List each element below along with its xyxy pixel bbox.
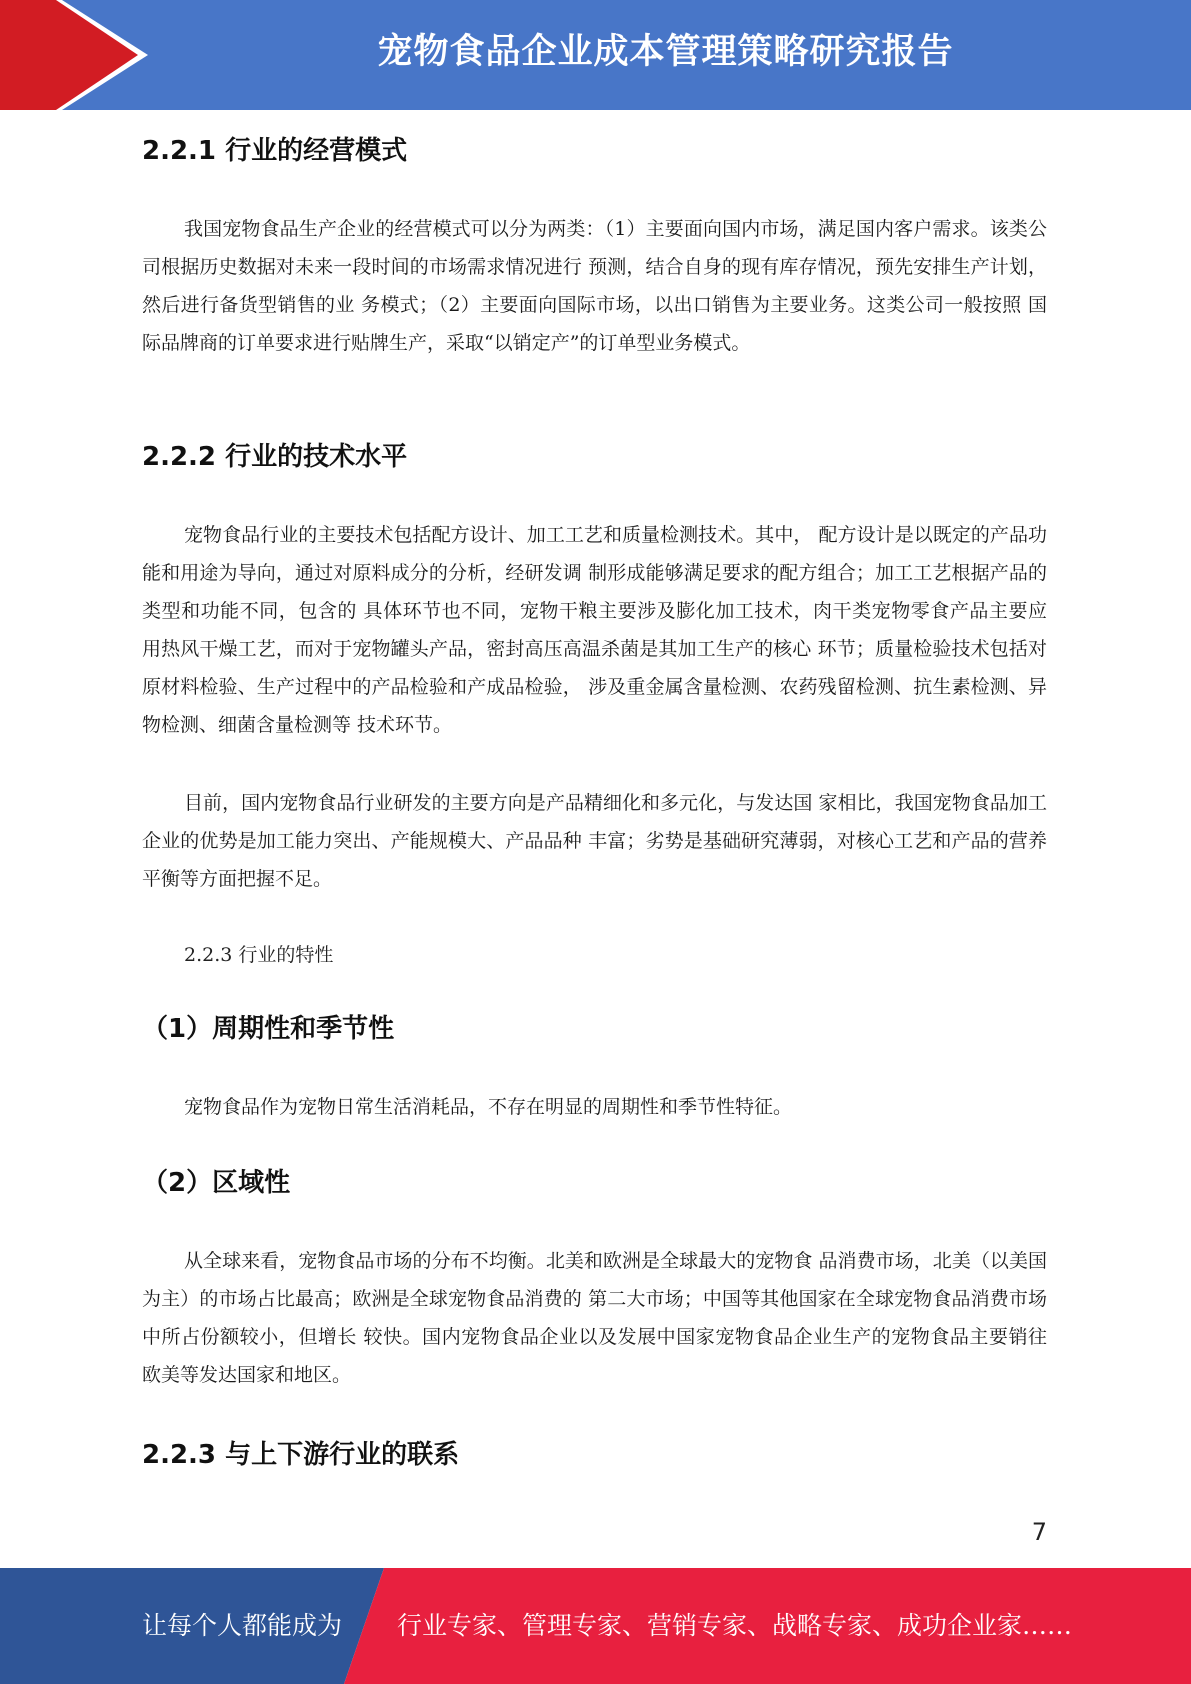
page-footer — [0, 1568, 1191, 1684]
footer-slogan-right: 行业专家、管理专家、营销专家、战略专家、成功企业家…… — [397, 1611, 1073, 1640]
paragraph-regionality: 从全球来看，宠物食品市场的分布不均衡。北美和欧洲是全球最大的宠物食 品消费市场，北美（以美国为主）的市场占比最高；欧洲是全球宠物食品消费的 第二大市场；中国等其他国家在全球宠物食品消费市场中所占份额较小，但增长 较快。国内宠物食品企业以及发展中国家宠物食品企业生产的宠物食品主要销往 欧美等发达国家和地区。 — [142, 1250, 1047, 1386]
page-number: 7 — [1031, 1518, 1047, 1546]
document-title: 宠物食品企业成本管理策略研究报告 — [377, 32, 954, 72]
heading-2-2-2: 2.2.2 行业的技术水平 — [142, 442, 408, 472]
header-arrow-shape — [0, 0, 160, 110]
heading-upstream-downstream: 2.2.3 与上下游行业的联系 — [142, 1440, 460, 1470]
paragraph-technology: 宠物食品行业的主要技术包括配方设计、加工工艺和质量检测技术。其中， 配方设计是以既定的产品功能和用途为导向，通过对原料成分的分析，经研发调 制形成能够满足要求的配方组合；加工工艺根据产品的类型和功能不同，包含的 具体环节也不同，宠物干粮主要涉及膨化加工技术，肉干类宠物零食产品主要应 用热风干燥工艺，而对于宠物罐头产品，密封高压高温杀菌是其加工生产的核心 环节；质量检验技术包括对原材料检验、生产过程中的产品检验和产成品检验， 涉及重金属含量检测、农药残留检测、抗生素检测、异物检测、细菌含量检测等 技术环节。 — [142, 524, 1047, 736]
paragraph-business-model: 我国宠物食品生产企业的经营模式可以分为两类：（1）主要面向国内市场，满足国内客户需求。该类公司根据历史数据对未来一段时间的市场需求情况进行 预测，结合自身的现有库存情况，预先安排生产计划，然后进行备货型销售的业 务模式；（2）主要面向国际市场，以出口销售为主要业务。这类公司一般按照 国际品牌商的订单要求进行贴牌生产，采取“以销定产”的订单型业务模式。 — [142, 218, 1047, 354]
paragraph-cyclicality: 宠物食品作为宠物日常生活消耗品，不存在明显的周期性和季节性特征。 — [184, 1096, 793, 1118]
paragraph-rd-direction: 目前，国内宠物食品行业研发的主要方向是产品精细化和多元化，与发达国 家相比，我国宠物食品加工企业的优势是加工能力突出、产能规模大、产品品种 丰富；劣势是基础研究薄弱，对核心工艺和产品的营养平衡等方面把握不足。 — [142, 792, 1047, 890]
heading-cyclicality: （1）周期性和季节性 — [142, 1014, 395, 1044]
footer-slogan-left: 让每个人都能成为 — [142, 1611, 343, 1640]
heading-2-2-3-characteristics: 2.2.3 行业的特性 — [184, 944, 334, 966]
heading-2-2-1: 2.2.1 行业的经营模式 — [142, 136, 408, 166]
heading-regionality: （2）区域性 — [142, 1168, 291, 1198]
page-header — [0, 0, 1191, 110]
